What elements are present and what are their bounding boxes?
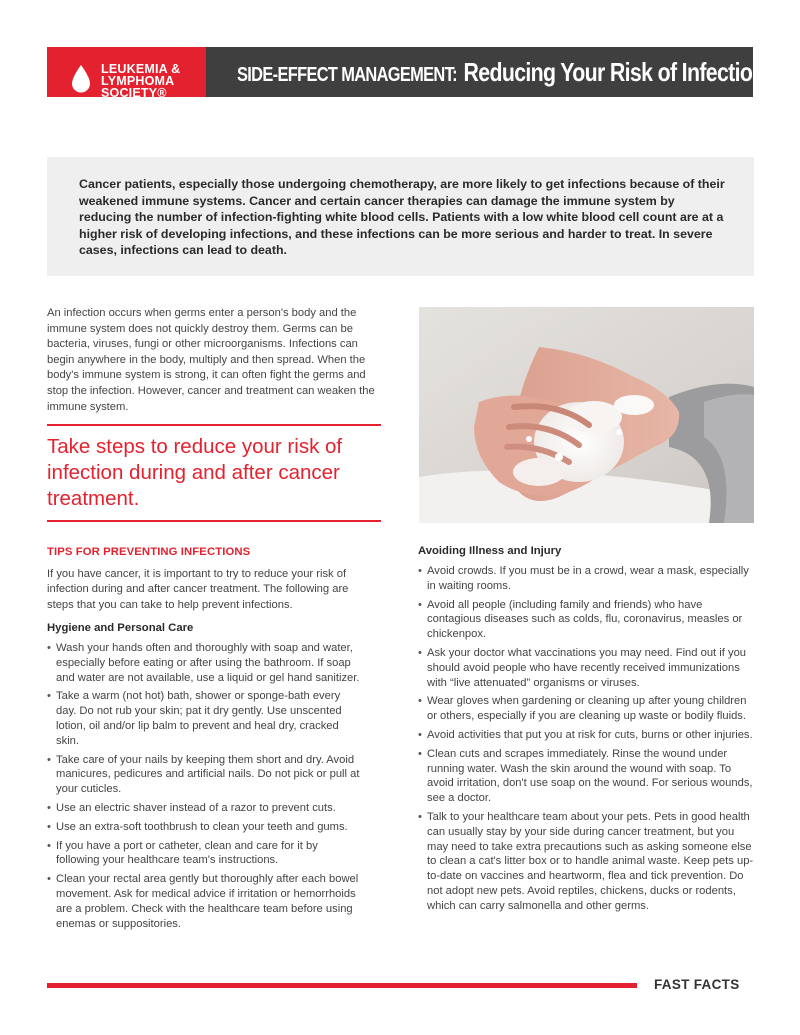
list-item: • Talk to your healthcare team about your pets. Pets in good health can usually stay by your side during cancer treatment, but you may need to take extra precautions such as asking someone else to clean a cat's litter box or to handle animal waste. Keep pets up-to-date on vaccines and heartworm, flea and tick prevention. Do not adopt new pets. Avoid reptiles, chickens, ducks or rodents, which can carry salmonella and other germs. [418, 810, 758, 914]
callout-top-rule [47, 424, 381, 426]
list-item: • Take a warm (not hot) bath, shower or sponge-bath every day. Do not rub your skin; pat it dry gently. Use unscented lotion, oil and/or lip balm to prevent and heal dry, cracked skin. [47, 689, 362, 748]
blood-drop-icon [70, 64, 92, 94]
avoiding-list [418, 564, 758, 918]
hygiene-heading: Hygiene and Personal Care [47, 622, 194, 634]
list-item: • If you have a port or catheter, clean and care for it by following your healthcare team's instructions. [47, 839, 362, 869]
logo-line-1: LEUKEMIA & [101, 62, 181, 76]
list-item: • Use an extra-soft toothbrush to clean your teeth and gums. [47, 820, 362, 835]
list-item: • Wash your hands often and thoroughly with soap and water, especially before eating or after using the bathroom. If soap and water are not available, use a liquid or gel hand sanitizer. [47, 641, 362, 685]
avoiding-heading: Avoiding Illness and Injury [418, 545, 562, 557]
list-item: • Avoid activities that put you at risk for cuts, burns or other injuries. [418, 728, 758, 743]
list-item: • Wear gloves when gardening or cleaning up after young children or others, especially if you are cleaning up waste or bodily fluids. [418, 694, 758, 724]
intro-paragraph: Cancer patients, especially those undergoing chemotherapy, are more likely to get infections because of their weakened immune systems. Cancer and certain cancer therapies can damage the immune system by reducing the number of infection-fighting white blood cells. Patients with a low white blood cell count are at a higher risk of developing infections, and these infections can be more serious and harder to treat. In severe cases, infections can lead to death. [79, 177, 725, 258]
tips-heading: TIPS FOR PREVENTING INFECTIONS [47, 546, 251, 558]
list-item: • Avoid all people (including family and friends) who have contagious diseases such as colds, flu, coronavirus, measles or chickenpox. [418, 598, 758, 642]
title-main: Reducing Your Risk of Infection [463, 57, 765, 87]
list-item: • Clean your rectal area gently but thoroughly after each bowel movement. Ask for medical advice if irritation or hemorrhoids are a problem. Check with the healthcare team before using enemas or suppositories. [47, 872, 362, 931]
logo-line-2: LYMPHOMA [101, 74, 175, 88]
callout-bottom-rule [47, 520, 381, 522]
logo-line-3: SOCIETY® [101, 86, 167, 100]
callout-text: Take steps to reduce your risk of infection during and after cancer treatment. [47, 435, 343, 510]
tips-intro: If you have cancer, it is important to try to reduce your risk of infection during and after cancer treatment. The following are steps that you can take to help prevent infections. [47, 568, 349, 611]
list-item: • Ask your doctor what vaccinations you may need. Find out if you should avoid people who have recently received immunizations with “live attenuated” organisms or viruses. [418, 646, 758, 690]
title-prefix: SIDE-EFFECT MANAGEMENT: [237, 64, 457, 86]
infection-paragraph: An infection occurs when germs enter a person's body and the immune system does not quickly destroy them. Germs can be bacteria, viruses, fungi or other microorganisms. Infections can begin anywhere in the body, multiply and then spread. When the body's immune system is strong, it can often fight the germs and stop the infection. However, cancer and treatment can weaken the immune system. [47, 307, 375, 413]
list-item: • Take care of your nails by keeping them short and dry. Avoid manicures, pedicures and artificial nails. Do not pick or pull at your cuticles. [47, 753, 362, 797]
list-item: • Clean cuts and scrapes immediately. Rinse the wound under running water. Wash the skin around the wound with soap. To avoid irritation, don't use soap on the wound. For serious wounds, see a doctor. [418, 747, 758, 806]
page-title [237, 47, 765, 97]
footer-bar [47, 983, 637, 988]
hygiene-list [47, 641, 362, 935]
handwashing-photo [419, 307, 754, 523]
organization-logo [101, 63, 180, 99]
list-item: • Use an electric shaver instead of a razor to prevent cuts. [47, 801, 362, 816]
footer-label: FAST FACTS [654, 977, 740, 992]
list-item: • Avoid crowds. If you must be in a crowd, wear a mask, especially in waiting rooms. [418, 564, 758, 594]
